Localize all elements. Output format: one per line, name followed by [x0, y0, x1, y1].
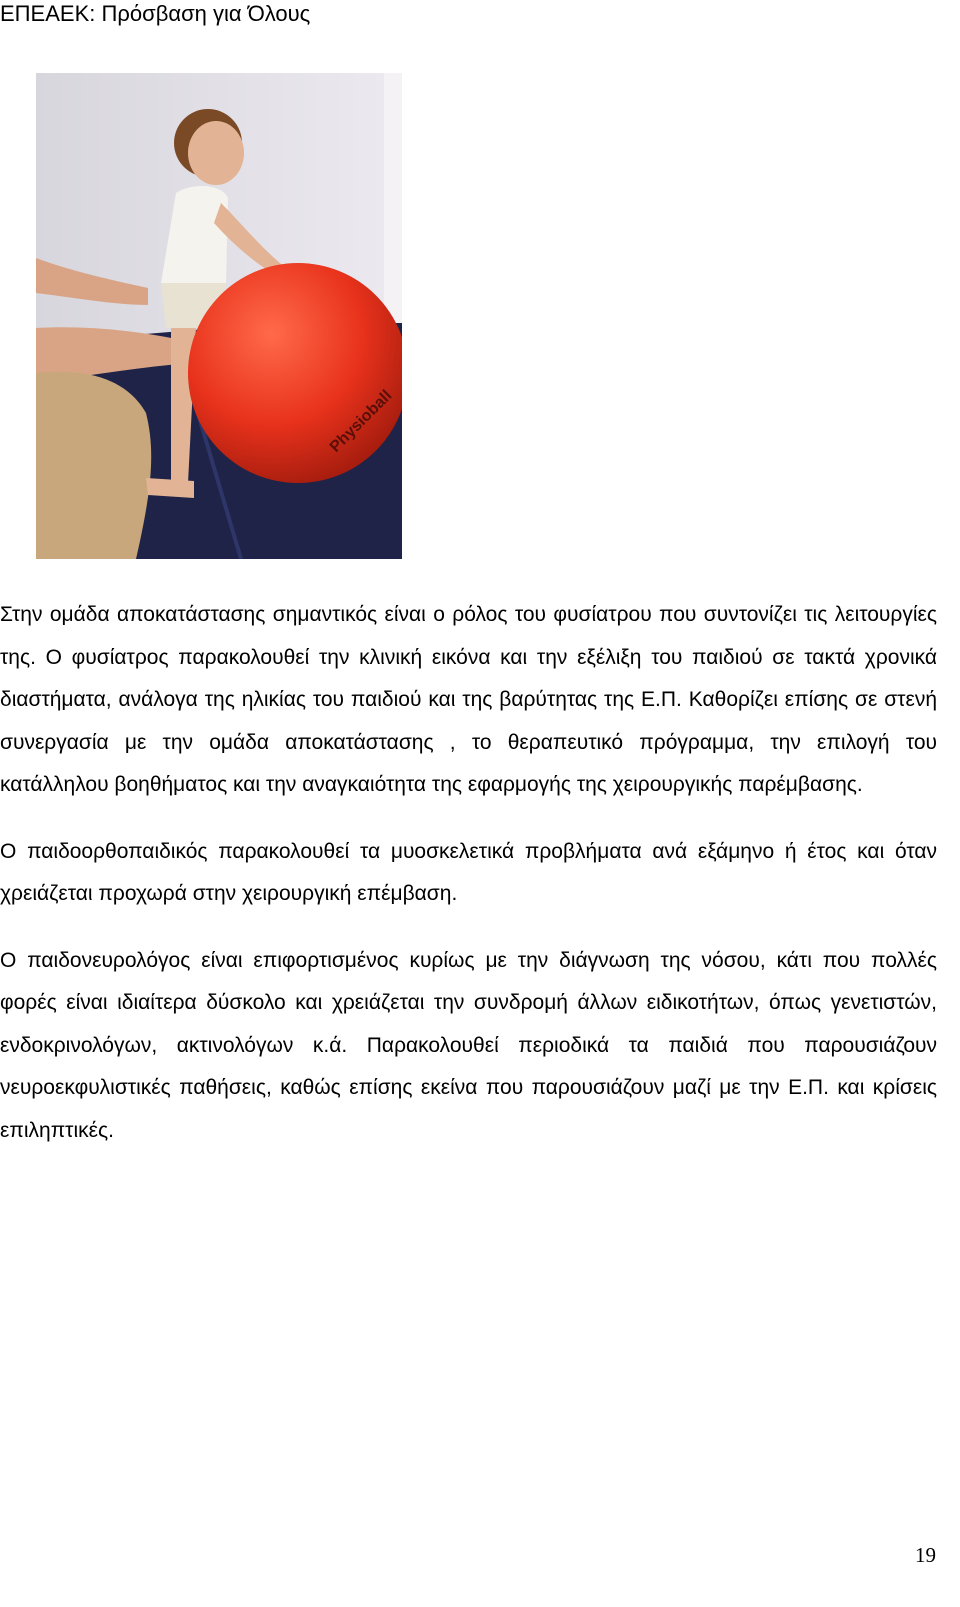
paragraph-physiatrist: Στην ομάδα αποκατάστασης σημαντικός είναι ο ρόλος του φυσίατρου που συντονίζει τις λειτουργίες της. Ο φυσίατρος παρακολουθεί την κλινική εικόνα και την εξέλιξη του παιδιού σε τακτά χρονικά διαστήματα, ανάλογα της ηλικίας του παιδιού και της βαρύτητας της Ε.Π. Καθορίζει επίσης σε στενή συνεργασία με την ομάδα αποκατάστασης , το θεραπευτικό πρόγραμμα, την επιλογή του κατάλληλου βοηθήματος και την αναγκαιότητα της εφαρμογής της χειρουργικής παρέμβασης. [0, 603, 937, 796]
therapy-photo-illustration [36, 73, 402, 559]
therapy-ball [188, 263, 402, 483]
page-number: 19 [915, 1543, 936, 1567]
paragraph-orthopedist: Ο παιδοορθοπαιδικός παρακολουθεί τα μυοσκελετικά προβλήματα ανά εξάμηνο ή έτος και όταν χρειάζεται προχωρά στην χειρουργική επέμβαση. [0, 839, 937, 905]
child-foot [146, 478, 194, 498]
body-text [0, 594, 937, 1152]
ball-brand-label: Physioball [326, 387, 396, 456]
header-title: ΕΠΕΑΕΚ: Πρόσβαση για Όλους [0, 1, 311, 26]
therapy-photo [36, 73, 402, 559]
door-frame [384, 73, 402, 323]
child-face [188, 121, 244, 185]
paragraph-neurologist: Ο παιδονευρολόγος είναι επιφορτισμένος κυρίως με την διάγνωση της νόσου, κάτι που πολλές φορές είναι ιδιαίτερα δύσκολο και χρειάζεται την συνδρομή άλλων ειδικοτήτων, όπως γενετιστών, ενδοκρινολόγων, ακτινολόγων κ.ά. Παρακολουθεί περιοδικά τα παιδιά που παρουσιάζουν νευροεκφυλιστικές παθήσεις, καθώς επίσης εκείνα που παρουσιάζουν μαζί με την Ε.Π. και κρίσεις επιληπτικές. [0, 948, 937, 1142]
page-header [0, 0, 310, 28]
therapist-legs [36, 372, 151, 559]
